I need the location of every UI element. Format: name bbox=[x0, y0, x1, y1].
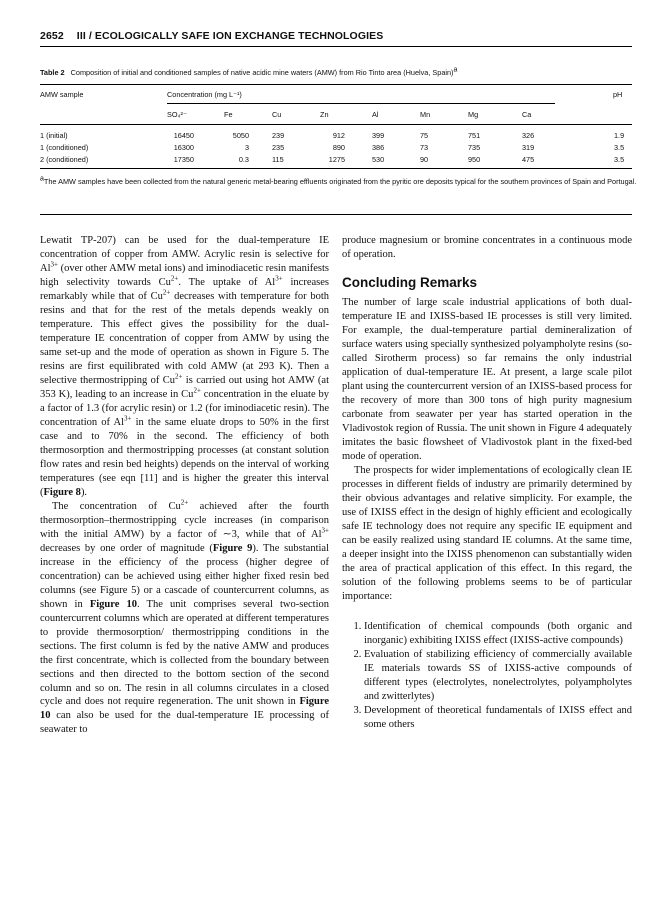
paragraph: Lewatit TP-207) can be used for the dual-temperature IE concentration of copper from AMW. Acrylic resin is selective for $Al^{3+}$ (over other AMW metal ions) and iminodiacetic resin manifests high selectivity towards $Cu^{2+}$. The uptake of $Al^{3+}$ increases remarkably while that of $Cu^{2+}$ decreases with temperature for both resins and that for the rest of the metals depends weakly on temperature. This effect gives the possibility for the dual-temperature IE concentration of copper from AMW by using the same set-up and the mode of operation as shown in Figure 5. The resins are first equilibrated with cold AMW (at 293 K). Then a selective thermostripping of $Cu^{2+}$ is carried out using hot AMW (at 353 K), leading to an increase in $Cu^{2+}$ concentration in the eluate by a factor of 1.3 (for acrylic resin) or 1.2 (for iminodiacetic resin). The concentration of $Al^{3+}$ in the same eluate drops to 50% in the first case and to 70% in the second. The efficiency of both thermosorption and thermostripping processes (at constant solution flow rates and resin bed heights) depends on the interval of working temperatures (see eqn [11] and is higher the greater this interval (Figure 8). bbox=[40, 235, 330, 498]
table-cell: 73 bbox=[420, 143, 429, 152]
table-species-header: Zn bbox=[320, 110, 329, 119]
table-cell: 1275 bbox=[328, 155, 345, 164]
figure-9-link[interactable]: Figure 9 bbox=[212, 542, 253, 554]
table-cell: 950 bbox=[468, 155, 481, 164]
page-number: 2652 bbox=[40, 30, 64, 42]
table-cell: 751 bbox=[468, 131, 481, 140]
table-cell: 399 bbox=[372, 131, 385, 140]
table-subheader-rule bbox=[167, 103, 555, 104]
table-row-sample: 1 (initial) bbox=[40, 131, 68, 140]
table-footnote-rule bbox=[40, 214, 632, 215]
table-species-header: SO₄²⁻ bbox=[167, 110, 187, 119]
table-species-header: Cu bbox=[272, 110, 282, 119]
table-cell: 16300 bbox=[173, 143, 194, 152]
table-cell: 890 bbox=[332, 143, 345, 152]
table-cell: 17350 bbox=[173, 155, 194, 164]
table-species-header: Mg bbox=[468, 110, 479, 119]
figure-10-link[interactable]: Figure 10 bbox=[89, 598, 137, 610]
table-cell: 90 bbox=[420, 155, 429, 164]
table-caption-text: Composition of initial and conditioned samples of native acidic mine waters (AMW) from Rio Tinto area (Huelva, Spain) bbox=[70, 68, 454, 77]
table-header-ph: pH bbox=[613, 90, 623, 99]
table-cell: 735 bbox=[468, 143, 481, 152]
table-cell: 239 bbox=[272, 131, 285, 140]
table-cell: 5050 bbox=[232, 131, 249, 140]
running-title: III / ECOLOGICALLY SAFE ION EXCHANGE TECHNOLOGIES bbox=[76, 30, 384, 42]
table-footnote bbox=[40, 176, 640, 188]
paragraph: The prospects for wider implementations of ecologically clean IE processes in different fields of industry are primarily determined by their obvious advantages and relative simplicity. For example, the use of IXISS effect in the design of highly efficient and ecologically safe IE technology does not require any specific IE equipment and can be easily realized using standard IE columns. At the same time, a deeper insight into the IXISS phenomenon can substantially widen the area of practical application of this effect. In this regard, the solution of the following problems seems to be of particular importance: bbox=[342, 464, 632, 602]
table-cell: 530 bbox=[372, 155, 385, 164]
header-rule bbox=[40, 46, 632, 47]
table-header-sample: AMW sample bbox=[40, 90, 84, 99]
table-caption bbox=[40, 68, 640, 77]
table-cell: 0.3 bbox=[238, 155, 249, 164]
table-cell: 319 bbox=[522, 143, 535, 152]
section-heading: Concluding Remarks bbox=[342, 274, 478, 290]
table-cell: 75 bbox=[420, 131, 429, 140]
left-column bbox=[40, 234, 329, 737]
table-label: Table 2 bbox=[40, 68, 65, 77]
table-species-header: Fe bbox=[224, 110, 233, 119]
figure-8-link[interactable]: Figure 8 bbox=[43, 486, 81, 498]
list-item: 3. Development of theoretical fundamentals of IXISS effect and some others bbox=[364, 704, 632, 732]
table-species-header: Al bbox=[372, 110, 379, 119]
table-cell: 235 bbox=[272, 143, 285, 152]
table-cell-ph: 3.5 bbox=[614, 143, 625, 152]
figure-10-link[interactable]: Figure 10 bbox=[40, 696, 329, 722]
table-top-rule bbox=[40, 84, 632, 85]
table-cell: 115 bbox=[272, 155, 284, 164]
table-cell: 3 bbox=[244, 143, 249, 152]
table-row-sample: 2 (conditioned) bbox=[40, 155, 89, 164]
problem-list bbox=[342, 620, 632, 732]
table-cell: 475 bbox=[522, 155, 535, 164]
table-cell-ph: 1.9 bbox=[614, 131, 625, 140]
table-header-concentration: Concentration (mg L⁻¹) bbox=[167, 90, 242, 99]
table-bottom-rule bbox=[40, 168, 632, 169]
table-species-header: Ca bbox=[522, 110, 532, 119]
table-row-sample: 1 (conditioned) bbox=[40, 143, 89, 152]
table-caption-mark: a bbox=[453, 66, 458, 74]
right-column bbox=[342, 234, 632, 731]
table-cell: 16450 bbox=[173, 131, 194, 140]
running-head bbox=[40, 30, 630, 42]
paragraph: produce magnesium or bromine concentrates in a continuous mode of operation. bbox=[342, 235, 632, 260]
paragraph: The number of large scale industrial applications of both dual-temperature IE and IXISS-based IE processes is still very limited. For example, the dual-temperature partial demineralization of surface waters using specially synthesized polyampholyte resins (so-called Sirotherm process) so far remains the only industrial application of dual-temperature IE. At present, a large scale pilot plant using the countercurrent version of an IXISS-based process for the recovery of more than 300 tons of high purity magnesium carbonate from seawater per year has started operation in the Vladivostok region of Russia. The unit shown in Figure 4 adequately imitates the basic flowsheet of Vladivostok plant in the fixed-bed mode of operation. bbox=[342, 296, 632, 462]
table-footnote-mark: a bbox=[40, 175, 44, 183]
paragraph: The concentration of $Cu^{2+}$ achieved after the fourth thermosorption–thermostripping cycle increases (in comparison with the initial AMW) by a factor of ∼3, while that of $Al^{3+}$ decreases by one order of magnitude (Figure 9). The substantial increase in the efficiency of the process (higher degree of concentration) can be achieved using either higher fixed resin bed columns (see Figure 5) or a cascade of countercurrent columns, as shown in Figure 10. The unit comprises several two-section countercurrent columns which are operated at different temperatures to provide thermosorption/ thermostripping conditions in the sections. The first column is fed by the native AMW and produces the first concentrate, which is collected from the boundary between sections and then directed to the bottom section of the second column and so on. The resin in all columns circulates in a closed cycle and does not require regeneration. The unit shown in Figure 10 can also be used for the dual-temperature IE processing of seawater to bbox=[40, 498, 330, 736]
table-header-bottom-rule bbox=[40, 124, 632, 125]
table-cell: 326 bbox=[522, 131, 535, 140]
table-cell-ph: 3.5 bbox=[614, 155, 625, 164]
table-cell: 386 bbox=[372, 143, 385, 152]
table-species-header: Mn bbox=[420, 110, 431, 119]
table-cell: 912 bbox=[332, 131, 345, 140]
list-item: 2. Evaluation of stabilizing efficiency of commercially available IE materials towards SS of IXISS-active compounds of different types (electrolytes, nonelectrolytes, polyampholytes and zwitterlytes) bbox=[364, 648, 632, 704]
list-item: 1. Identification of chemical compounds (both organic and inorganic) exhibiting IXISS effect (IXISS-active compounds) bbox=[364, 620, 632, 648]
table-footnote-text: The AMW samples have been collected from the natural generic metal-bearing effluents originated from the pyritic ore deposits typical for the southern provinces of Spain and Portugal. bbox=[43, 177, 637, 186]
